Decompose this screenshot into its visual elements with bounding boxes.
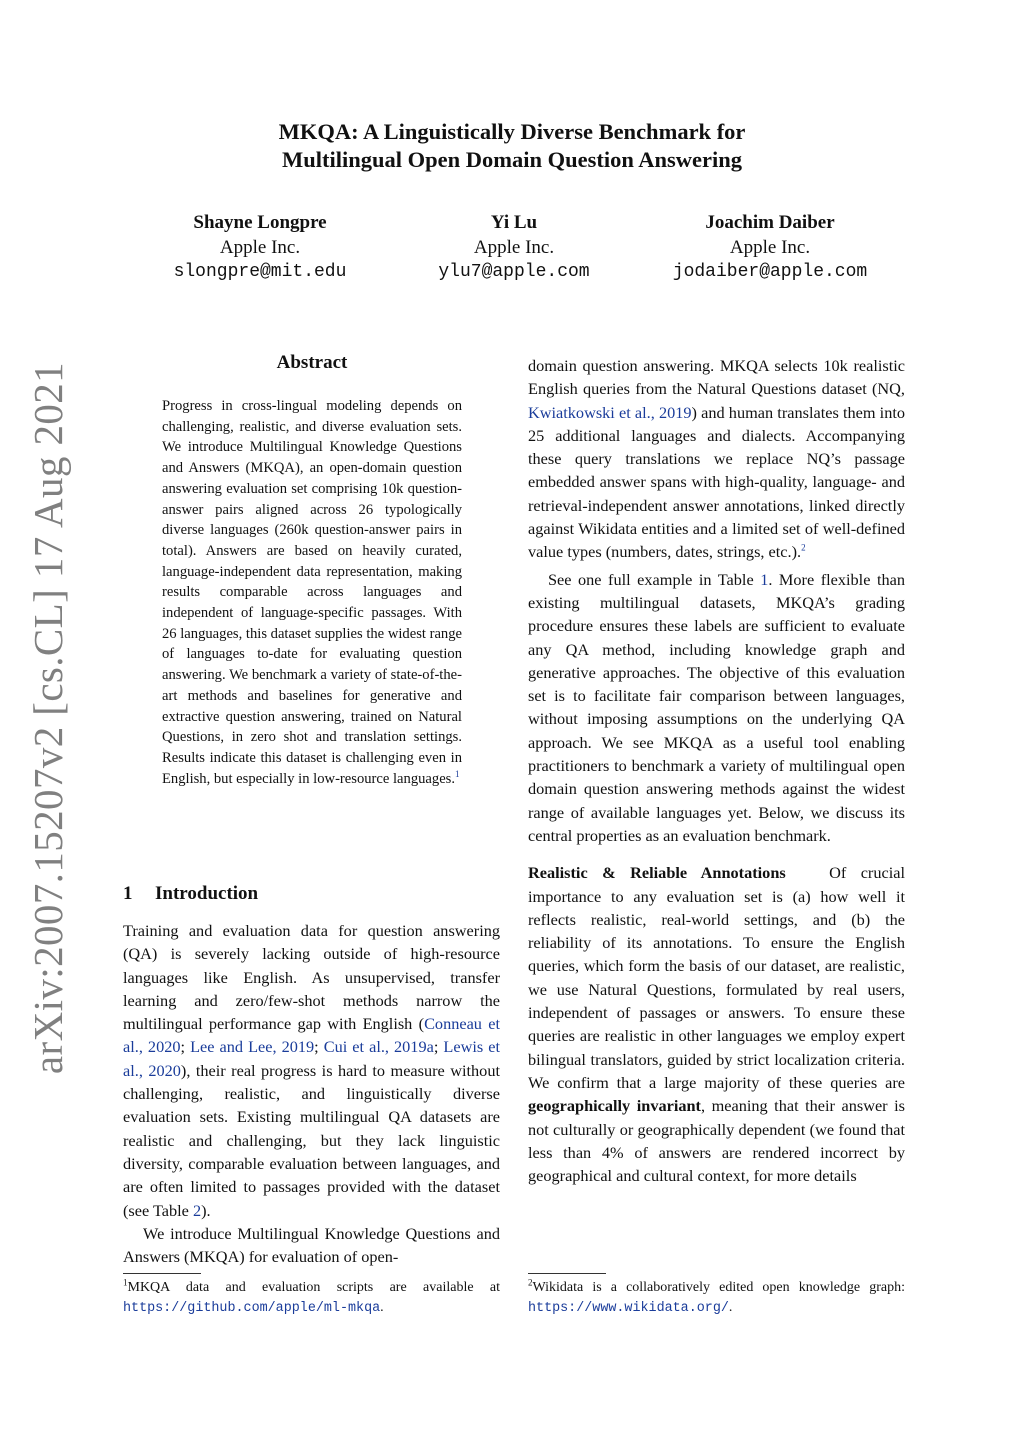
author-affiliation: Apple Inc. (219, 237, 301, 258)
table-reference-link[interactable]: 1 (760, 569, 769, 589)
text-run: . (380, 1300, 384, 1315)
abstract-text: Progress in cross-lingual modeling depends on challenging, realistic, and diverse evaluation sets. We introduce Multilingual Knowledge Questions and Answers (MKQA), an open-domain question answering evaluation set comprising 10k question-answer pairs aligned across 26 typologically diverse languages (260k question-answer pairs in total). Answers are based on heavily curated, language-independent data representation, making results comparable across languages and independent of language-specific passages. With 26 languages, this dataset supplies the widest range of languages to-date for evaluating question answering. We benchmark a variety of state-of-the-art methods and baselines for generative and extractive question answering, trained on Natural Questions, in zero shot and translation settings. Results indicate this dataset is challenging even in English, but especially in low-resource languages. (162, 398, 462, 787)
right-paragraph-2 (528, 568, 905, 848)
footnote-text: Wikidata is a collaboratively edited open knowledge graph: (532, 1280, 905, 1295)
author-block-2 (414, 210, 614, 285)
intro-paragraph-2: We introduce Multilingual Knowledge Questions and Answers (MKQA) for evaluation of open- (123, 1223, 500, 1267)
abstract-heading: Abstract (276, 352, 348, 373)
author-email[interactable]: ylu7@apple.com (438, 262, 590, 282)
text-run: domain question answering. MKQA selects 10k realistic English queries from the Natural Questions dataset (NQ, (528, 356, 905, 399)
bold-term: geographically invariant (528, 1096, 701, 1116)
intro-paragraph-1 (123, 919, 500, 1222)
citation-link[interactable]: Kwiatkowski et al., 2019 (528, 402, 692, 422)
footnote-url-link[interactable]: https://github.com/apple/ml-mkqa (123, 1301, 381, 1316)
author-email[interactable]: jodaiber@apple.com (672, 262, 868, 282)
author-block-1 (160, 210, 360, 285)
citation-link[interactable]: Lee and Lee, 2019 (190, 1037, 315, 1057)
text-run: , meaning that their answer is not culturally or geographically dependent (we found that less than 4% of answers are rendered incorrect by geographical and cultural context, for more details (528, 1096, 906, 1186)
title-line-1: MKQA: A Linguistically Diverse Benchmark for (278, 119, 746, 144)
footnote-url-link[interactable]: https://www.wikidata.org/ (528, 1301, 729, 1316)
footnote-number: 2 (528, 1277, 533, 1288)
author-affiliation: Apple Inc. (473, 237, 555, 258)
text-run: ; (433, 1037, 444, 1057)
arxiv-identifier-stamp: arXiv:2007.15207v2 [cs.CL] 17 Aug 2021 (25, 361, 71, 1075)
footnote-rule-right (528, 1273, 606, 1274)
citation-link[interactable]: Cui et al., 2019a (323, 1037, 434, 1057)
text-run: ), their real progress is hard to measure without challenging, realistic, and linguistically diverse evaluation sets. Existing multilingual QA datasets are realistic and challenging, but they lack linguistic diversity, comparable evaluation between languages, and are often limited to passages provided with the dataset (see Table (123, 1060, 500, 1220)
text-run: ) and human translates them into 25 additional languages and dialects. Accompanying these query translations we replace NQ’s passage embedded answer spans with high-quality, language- and retrieval-independent answer annotations, linked directly against Wikidata entities and a limited set of well-defined value types (numbers, dates, strings, etc.). (528, 402, 905, 562)
text-run: . More flexible than existing multilingual datasets, MKQA’s grading procedure ensures these labels are sufficient to evaluate any QA method, including knowledge graph and generative approaches. The objective of this evaluation set is to facilitate fair comparison between languages, without imposing assumptions on the underlying QA approach. We see MKQA as a useful tool enabling practitioners to benchmark a variety of multilingual open domain question answering methods against the widest range of available languages yet. Below, we discuss its central properties as an evaluation benchmark. (528, 569, 905, 845)
citation-link[interactable]: Lewis et al., 2020 (123, 1037, 500, 1080)
paragraph-run-in-heading: Realistic & Reliable Annotations (528, 863, 786, 883)
text-run: Training and evaluation data for question answering (QA) is severely lacking outside of high-resource languages like English. As unsupervised, transfer learning and zero/few-shot methods narrow the multilingual performance gap with English ( (123, 921, 500, 1034)
author-name: Shayne Longpre (193, 212, 327, 233)
citation-link[interactable]: Conneau et al., 2020 (123, 1014, 501, 1057)
author-email[interactable]: slongpre@mit.edu (173, 262, 347, 282)
text-run: See one full example in Table (548, 569, 761, 589)
footnote-rule-left (123, 1273, 201, 1274)
right-column (528, 354, 905, 1187)
right-paragraph-3 (528, 861, 905, 1187)
author-name: Joachim Daiber (705, 212, 835, 233)
footnote-number: 1 (123, 1277, 128, 1288)
right-paragraph-1 (528, 354, 905, 564)
footnote-mark-2[interactable]: 2 (801, 542, 806, 553)
title-line-2: Multilingual Open Domain Question Answering (281, 147, 743, 172)
footnote-mark-1[interactable]: 1 (455, 768, 460, 779)
text-run: Of crucial importance to any evaluation set is (a) how well it reflects realistic, real-world settings, and (b) the reliability of its annotations. To ensure the English queries, which form the basis of our dataset, are realistic, we use Natural Questions, formulated by real users, independent of passages or answers. To ensure these queries are realistic in other languages we employ expert bilingual translators, guided by strict localization criteria. We confirm that a large majority of these queries are (528, 863, 905, 1092)
table-reference-link[interactable]: 2 (192, 1200, 202, 1220)
section-number: 1 (123, 883, 133, 904)
intro-column (123, 919, 500, 1268)
footnote-2 (528, 1278, 905, 1319)
text-run: . (728, 1300, 733, 1315)
text-run: ). (201, 1200, 211, 1220)
section-title: Introduction (155, 883, 259, 904)
footnote-1 (123, 1278, 500, 1319)
paper-title (0, 118, 1024, 174)
text-run: ; (180, 1037, 191, 1057)
section-heading-introduction (123, 883, 258, 905)
footnote-text: MKQA data and evaluation scripts are available at (127, 1280, 500, 1295)
text-run: ; (314, 1037, 324, 1057)
author-block-3 (655, 210, 885, 285)
abstract-body (162, 396, 462, 789)
author-affiliation: Apple Inc. (729, 237, 811, 258)
author-name: Yi Lu (490, 212, 538, 233)
